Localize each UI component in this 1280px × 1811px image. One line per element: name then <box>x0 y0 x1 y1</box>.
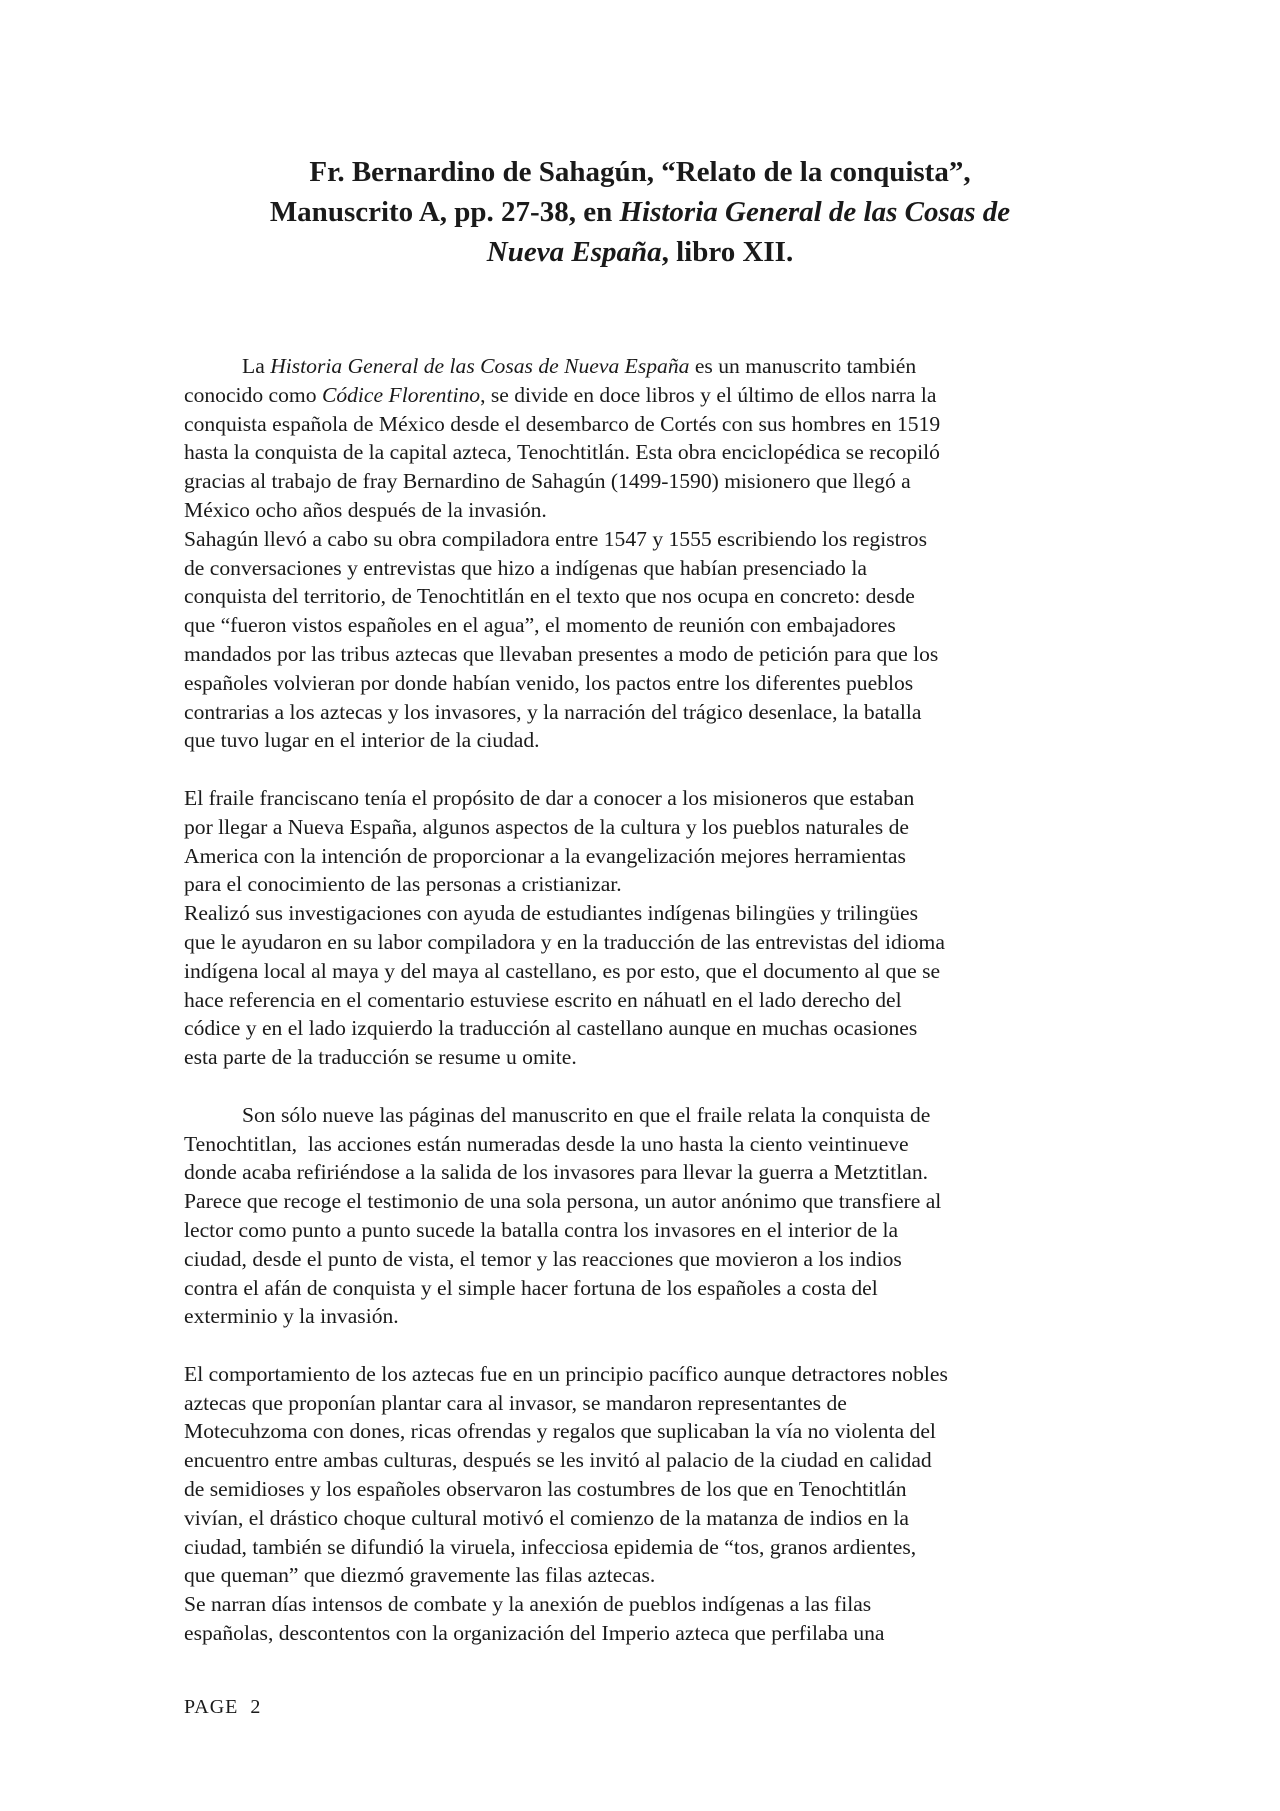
text-line: lector como punto a punto sucede la batalla contra los invasores en el interior de la <box>184 1217 899 1242</box>
text-line: que “fueron vistos españoles en el agua”, el momento de reunión con embajadores <box>184 613 896 638</box>
text-line: Tenochtitlan, las acciones están numeradas desde la uno hasta la ciento veintinueve <box>184 1131 909 1156</box>
text-line: contra el afán de conquista y el simple hacer fortuna de los españoles a costa del <box>184 1275 878 1300</box>
paragraph-spacer <box>184 1072 1104 1101</box>
text-line: de semidioses y los españoles observaron las costumbres de los que en Tenochtitlán <box>184 1477 907 1502</box>
text-line: ciudad, también se difundió la viruela, infecciosa epidemia de “tos, granos ardientes, <box>184 1534 917 1559</box>
page-number: PAGE 2 <box>184 1696 262 1718</box>
paragraph-spacer <box>184 1331 1104 1360</box>
text-line: ciudad, desde el punto de vista, el temor y las reacciones que movieron a los indios <box>184 1246 902 1271</box>
text-line: españolas, descontentos con la organización del Imperio azteca que perfilaba una <box>184 1621 885 1646</box>
text-line: gracias al trabajo de fray Bernardino de Sahagún (1499-1590) misionero que llegó a <box>184 469 911 494</box>
text-line: El comportamiento de los aztecas fue en un principio pacífico aunque detractores nobles <box>184 1361 948 1386</box>
text-line: encuentro entre ambas culturas, después se les invitó al palacio de la ciudad en calidad <box>184 1448 932 1473</box>
text-line: que tuvo lugar en el interior de la ciudad. <box>184 728 540 753</box>
text-line: Realizó sus investigaciones con ayuda de estudiantes indígenas bilingües y trilingües <box>184 901 919 926</box>
paragraph-3 <box>184 784 1104 899</box>
text-line: donde acaba refiriéndose a la salida de los invasores para llevar la guerra a Metztitlan. <box>184 1160 929 1185</box>
text-line: Parece que recoge el testimonio de una sola persona, un autor anónimo que transfiere al <box>184 1189 942 1214</box>
paragraph-5 <box>184 1101 1104 1331</box>
text-line: por llegar a Nueva España, algunos aspectos de la cultura y los pueblos naturales de <box>184 814 909 839</box>
paragraph-spacer <box>184 755 1104 784</box>
title-line-3: Nueva España, libro XII. <box>486 236 794 268</box>
text-line: esta parte de la traducción se resume u omite. <box>184 1045 577 1070</box>
text-line: hace referencia en el comentario estuviese escrito en náhuatl en el lado derecho del <box>184 987 902 1012</box>
text-line: El fraile franciscano tenía el propósito de dar a conocer a los misioneros que estaban <box>184 785 915 810</box>
text-line: America con la intención de proporcionar a la evangelización mejores herramientas <box>184 843 906 868</box>
text-line: hasta la conquista de la capital azteca, Tenochtitlán. Esta obra enciclopédica se recopiló <box>184 440 940 465</box>
text-line: La Historia General de las Cosas de Nueva España es un manuscrito también <box>242 354 917 378</box>
text-line: para el conocimiento de las personas a cristianizar. <box>184 872 622 897</box>
text-line: aztecas que proponían plantar cara al invasor, se mandaron representantes de <box>184 1390 847 1415</box>
title-italic-work-2: Nueva España <box>486 236 662 268</box>
paragraph-2 <box>184 525 1104 755</box>
paragraph-4 <box>184 899 1104 1072</box>
document-body <box>184 352 1104 1648</box>
paragraph-1 <box>184 352 1104 525</box>
text-line: Son sólo nueve las páginas del manuscrito en que el fraile relata la conquista de <box>242 1102 931 1127</box>
text-line: indígena local al maya y del maya al castellano, es por esto, que el documento al que se <box>184 958 941 983</box>
text-line: Sahagún llevó a cabo su obra compiladora entre 1547 y 1555 escribiendo los registros <box>184 526 927 551</box>
page-title <box>180 152 1100 272</box>
paragraph-7 <box>184 1590 1104 1648</box>
text-line: Motecuhzoma con dones, ricas ofrendas y regalos que suplicaban la vía no violenta del <box>184 1419 936 1444</box>
text-line: México ocho años después de la invasión. <box>184 497 547 522</box>
text-line: de conversaciones y entrevistas que hizo a indígenas que habían presenciado la <box>184 555 867 580</box>
text-line: conquista del territorio, de Tenochtitlán en el texto que nos ocupa en concreto: desde <box>184 584 915 609</box>
text-line: que queman” que diezmó gravemente las filas aztecas. <box>184 1563 656 1588</box>
text-line: conquista española de México desde el desembarco de Cortés con sus hombres en 1519 <box>184 411 941 436</box>
text-line: exterminio y la invasión. <box>184 1304 399 1329</box>
text-line: códice y en el lado izquierdo la traducción al castellano aunque en muchas ocasiones <box>184 1016 918 1041</box>
title-italic-work: Historia General de las Cosas de <box>619 196 1011 228</box>
paragraph-6 <box>184 1360 1104 1590</box>
text-line: Se narran días intensos de combate y la anexión de pueblos indígenas a las filas <box>184 1592 872 1617</box>
text-line: que le ayudaron en su labor compiladora y en la traducción de las entrevistas del idioma <box>184 929 945 954</box>
text-line: vivían, el drástico choque cultural motivó el comienzo de la matanza de indios en la <box>184 1505 909 1530</box>
title-line-1: Fr. Bernardino de Sahagún, “Relato de la conquista”, <box>309 156 971 188</box>
text-line: conocido como Códice Florentino, se divide en doce libros y el último de ellos narra la <box>184 382 937 407</box>
text-line: mandados por las tribus aztecas que llevaban presentes a modo de petición para que los <box>184 641 939 666</box>
text-line: españoles volvieran por donde habían venido, los pactos entre los diferentes pueblos <box>184 670 914 695</box>
text-line: contrarias a los aztecas y los invasores, y la narración del trágico desenlace, la batalla <box>184 699 922 724</box>
title-line-2: Manuscrito A, pp. 27-38, en Historia General de las Cosas de <box>269 196 1011 228</box>
